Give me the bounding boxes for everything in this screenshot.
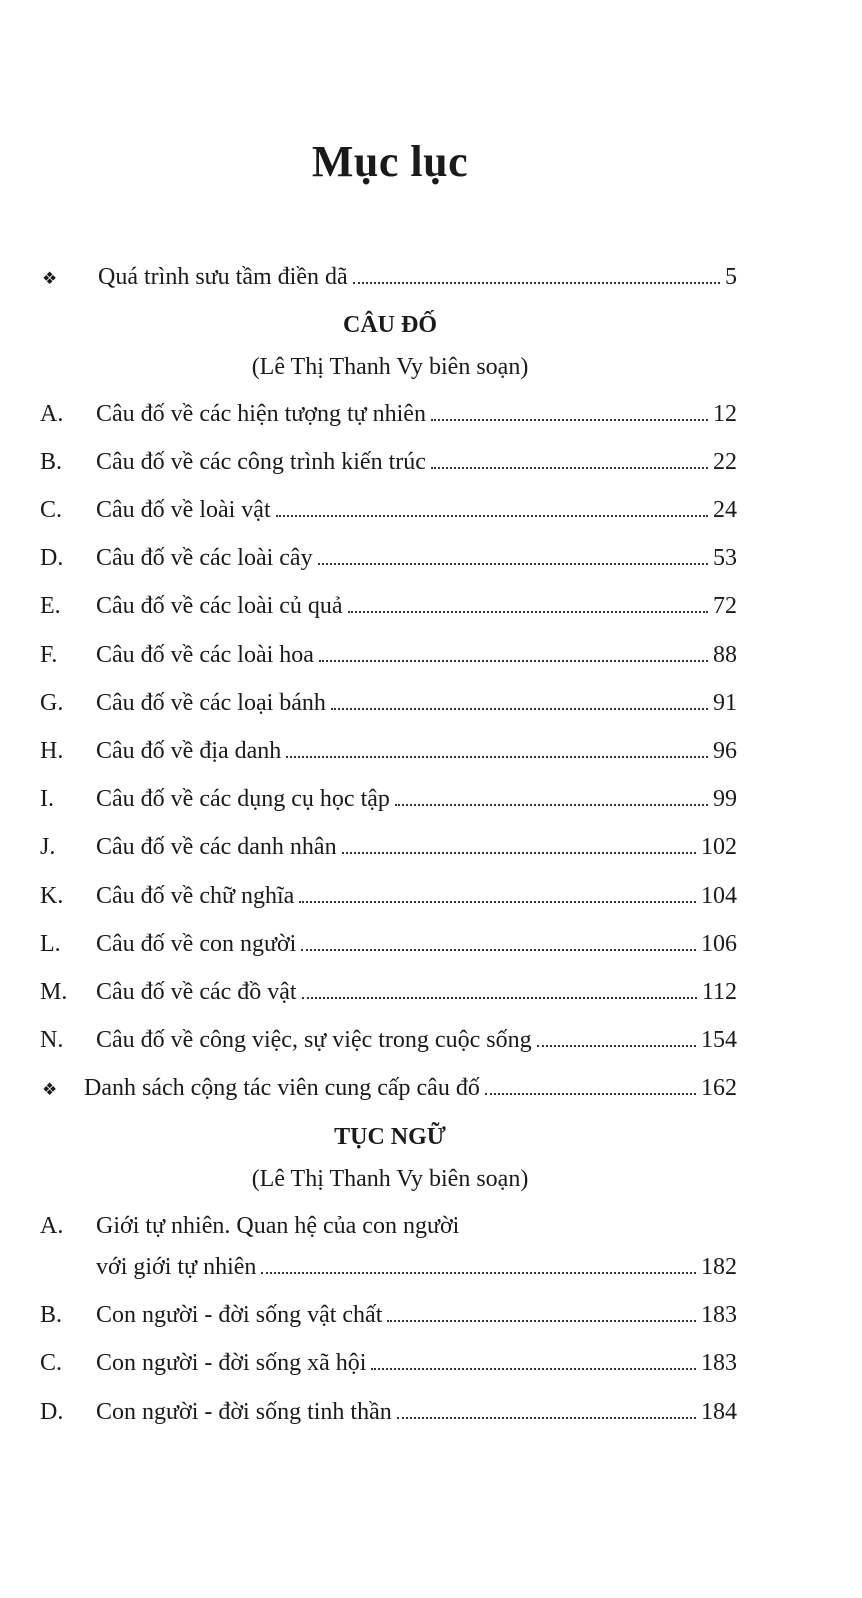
- toc-entry-text: Quá trình sưu tầm điền dã: [98, 264, 348, 290]
- toc-entry-marker: I.: [40, 786, 54, 812]
- toc-page-number: 12: [713, 401, 737, 427]
- section-heading-cau-do: CÂU ĐỐ: [343, 312, 437, 338]
- toc-page-number: 22: [713, 449, 737, 475]
- toc-page-number: 99: [713, 786, 737, 812]
- toc-entry-f: [40, 638, 737, 672]
- dot-leader: [537, 1045, 696, 1047]
- toc-page-number: 183: [701, 1350, 737, 1376]
- toc-entry-text: Câu đố về các hiện tượng tự nhiên: [96, 401, 426, 427]
- toc-entry-marker: G.: [40, 690, 64, 716]
- toc-entry-marker: F.: [40, 642, 58, 668]
- dot-leader: [387, 1320, 696, 1322]
- toc-entry-marker: A.: [40, 401, 64, 427]
- toc-page-number: 96: [713, 738, 737, 764]
- toc-entry-text: Câu đố về các loài cây: [96, 545, 313, 571]
- toc-page-number: 24: [713, 497, 737, 523]
- dot-leader: [301, 949, 696, 951]
- toc-entry-marker: K.: [40, 883, 64, 909]
- toc-entry-text: với giới tự nhiên: [96, 1254, 257, 1280]
- dot-leader: [431, 419, 708, 421]
- toc-page-number: 88: [713, 642, 737, 668]
- toc-entry-a-line1: [40, 1209, 460, 1243]
- toc-entry-text: Danh sách cộng tác viên cung cấp câu đố: [84, 1075, 480, 1101]
- toc-entry-intro: [40, 260, 737, 294]
- toc-entry-marker: B.: [40, 1302, 63, 1328]
- dot-leader: [286, 756, 708, 758]
- dot-leader: [261, 1272, 696, 1274]
- dot-leader: [348, 611, 708, 613]
- toc-page-number: 72: [713, 593, 737, 619]
- toc-entry-marker: N.: [40, 1027, 64, 1053]
- toc-entry-text: Câu đố về các đồ vật: [96, 979, 297, 1005]
- toc-entry-h: [40, 734, 737, 768]
- dot-leader: [431, 467, 708, 469]
- toc-page-number: 154: [701, 1027, 737, 1053]
- toc-entry-marker: M.: [40, 979, 68, 1005]
- section-subheading-tuc-ngu: (Lê Thị Thanh Vy biên soạn): [251, 1166, 529, 1192]
- toc-page-number: 53: [713, 545, 737, 571]
- toc-entry-text: Câu đố về con người: [96, 931, 297, 957]
- dot-leader: [395, 804, 708, 806]
- toc-entry-marker: A.: [40, 1213, 64, 1239]
- toc-entry-i: [40, 782, 737, 816]
- toc-page-number: 91: [713, 690, 737, 716]
- dot-leader: [276, 515, 708, 517]
- dot-leader: [353, 282, 720, 284]
- toc-entry-text: Câu đố về các loài hoa: [96, 642, 314, 668]
- toc-entry-j: [40, 830, 737, 864]
- toc-page-number: 183: [701, 1302, 737, 1328]
- toc-entry-e: [40, 589, 737, 623]
- toc-entry-marker: D.: [40, 1399, 64, 1425]
- toc-entry-c: [40, 493, 737, 527]
- toc-entry-text: Câu đố về chữ nghĩa: [96, 883, 295, 909]
- dot-leader: [485, 1093, 696, 1095]
- dot-leader: [342, 852, 696, 854]
- toc-entry-text: Câu đố về các loài củ quả: [96, 593, 343, 619]
- dot-leader: [299, 901, 696, 903]
- toc-entry-a: [40, 397, 737, 431]
- toc-entry-b2: [40, 1298, 737, 1332]
- toc-entry-marker: C.: [40, 497, 63, 523]
- toc-entry-g: [40, 686, 737, 720]
- toc-entry-text: Câu đố về các dụng cụ học tập: [96, 786, 390, 812]
- dot-leader: [319, 660, 708, 662]
- page-title: Mục lục: [311, 137, 469, 186]
- dot-leader: [397, 1417, 696, 1419]
- toc-page-number: 182: [701, 1254, 737, 1280]
- toc-entry-marker: E.: [40, 593, 61, 619]
- toc-entry-marker: C.: [40, 1350, 63, 1376]
- toc-entry-text: Con người - đời sống tinh thần: [96, 1399, 392, 1425]
- dot-leader: [371, 1368, 696, 1370]
- toc-entry-text: Câu đố về công việc, sự việc trong cuộc sống: [96, 1027, 532, 1053]
- toc-page-number: 112: [701, 979, 737, 1005]
- toc-entry-l: [40, 927, 737, 961]
- diamond-bullet-icon: ❖: [42, 1080, 58, 1099]
- toc-entry-text: Giới tự nhiên. Quan hệ của con người: [96, 1213, 460, 1239]
- dot-leader: [318, 563, 708, 565]
- dot-leader: [302, 997, 697, 999]
- toc-entry-marker: H.: [40, 738, 64, 764]
- toc-page-number: 104: [701, 883, 737, 909]
- toc-page-number: 102: [701, 834, 737, 860]
- toc-entry-text: Con người - đời sống vật chất: [96, 1302, 383, 1328]
- toc-entry-text: Câu đố về địa danh: [96, 738, 282, 764]
- toc-entry-d2: [40, 1395, 737, 1429]
- toc-entry-text: Câu đố về loài vật: [96, 497, 271, 523]
- toc-entry-marker: B.: [40, 449, 63, 475]
- toc-entry-c2: [40, 1346, 737, 1380]
- section-heading-tuc-ngu: TỤC NGỮ: [334, 1124, 446, 1150]
- toc-page-number: 5: [725, 264, 737, 290]
- toc-entry-d: [40, 541, 737, 575]
- section-subheading-cau-do: (Lê Thị Thanh Vy biên soạn): [251, 354, 529, 380]
- toc-page-number: 162: [701, 1075, 737, 1101]
- toc-entry-text: Con người - đời sống xã hội: [96, 1350, 367, 1376]
- toc-entry-k: [40, 879, 737, 913]
- dot-leader: [331, 708, 708, 710]
- toc-entry-n: [40, 1023, 737, 1057]
- toc-entry-b: [40, 445, 737, 479]
- toc-page-number: 106: [701, 931, 737, 957]
- toc-entry-contributors: [40, 1071, 737, 1105]
- toc-entry-text: Câu đố về các loại bánh: [96, 690, 326, 716]
- toc-entry-m: [40, 975, 737, 1009]
- toc-entry-text: Câu đố về các công trình kiến trúc: [96, 449, 426, 475]
- toc-entry-a-line2: [96, 1250, 737, 1284]
- toc-page-number: 184: [701, 1399, 737, 1425]
- toc-entry-marker: D.: [40, 545, 64, 571]
- diamond-bullet-icon: ❖: [42, 269, 58, 288]
- toc-entry-text: Câu đố về các danh nhân: [96, 834, 337, 860]
- toc-entry-marker: J.: [40, 834, 56, 860]
- toc-entry-marker: L.: [40, 931, 61, 957]
